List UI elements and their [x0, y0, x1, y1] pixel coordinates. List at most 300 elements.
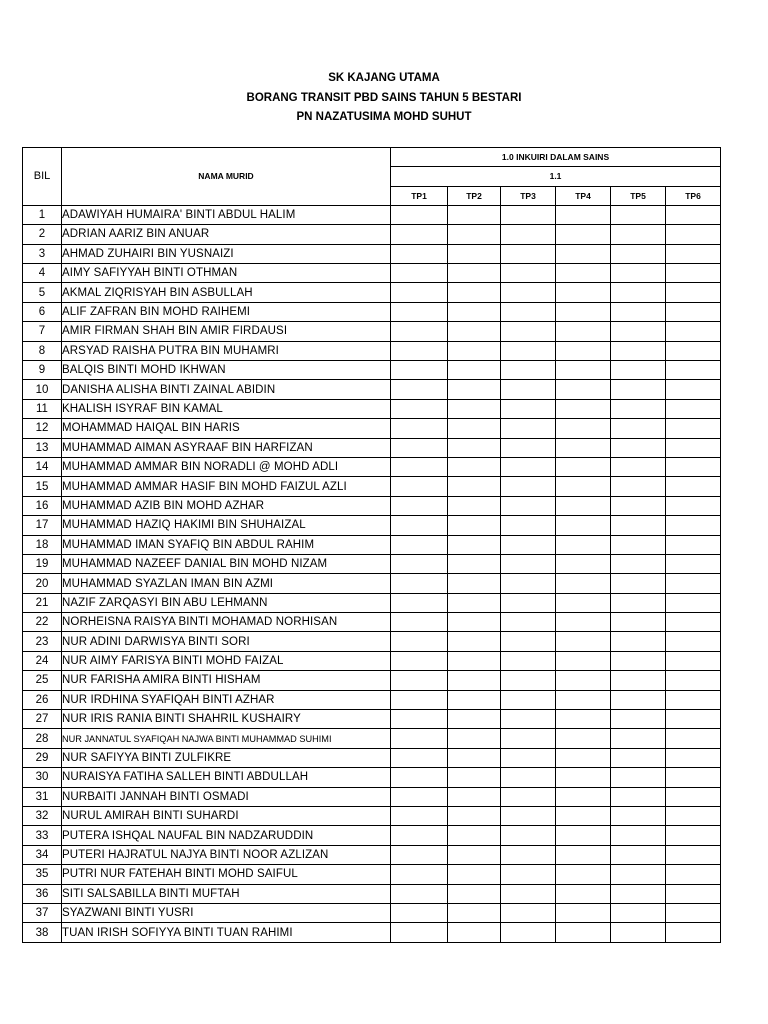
tp3-cell[interactable]	[501, 457, 556, 476]
tp3-cell[interactable]	[501, 690, 556, 709]
table-row	[23, 613, 721, 632]
tp6-cell[interactable]	[666, 477, 721, 496]
tp4-cell[interactable]	[556, 710, 611, 729]
tp2-cell[interactable]	[448, 399, 501, 418]
tp1-cell[interactable]	[391, 884, 448, 903]
tp2-cell[interactable]	[448, 671, 501, 690]
tp5-cell[interactable]	[611, 613, 666, 632]
tp2-cell[interactable]	[448, 748, 501, 767]
tp2-cell[interactable]	[448, 535, 501, 554]
column-header-tp4: TP4	[556, 186, 611, 205]
tp6-cell[interactable]	[666, 923, 721, 942]
tp4-cell[interactable]	[556, 884, 611, 903]
tp4-cell[interactable]	[556, 244, 611, 263]
tp6-cell[interactable]	[666, 768, 721, 787]
tp2-cell[interactable]	[448, 923, 501, 942]
tp5-cell[interactable]	[611, 826, 666, 845]
tp1-cell[interactable]	[391, 710, 448, 729]
tp6-cell[interactable]	[666, 457, 721, 476]
tp4-cell[interactable]	[556, 457, 611, 476]
tp6-cell[interactable]	[666, 554, 721, 573]
tp1-cell[interactable]	[391, 341, 448, 360]
row-number: 33	[23, 826, 62, 845]
tp3-cell[interactable]	[501, 884, 556, 903]
tp1-cell[interactable]	[391, 923, 448, 942]
row-number: 21	[23, 593, 62, 612]
tp2-cell[interactable]	[448, 341, 501, 360]
tp1-cell[interactable]	[391, 768, 448, 787]
tp5-cell[interactable]	[611, 748, 666, 767]
tp5-cell[interactable]	[611, 651, 666, 670]
tp4-cell[interactable]	[556, 205, 611, 224]
tp2-cell[interactable]	[448, 419, 501, 438]
tp5-cell[interactable]	[611, 632, 666, 651]
tp6-cell[interactable]	[666, 671, 721, 690]
student-name: MUHAMMAD SYAZLAN IMAN BIN AZMI	[62, 574, 391, 593]
tp4-cell[interactable]	[556, 438, 611, 457]
tp6-cell[interactable]	[666, 826, 721, 845]
tp2-cell[interactable]	[448, 787, 501, 806]
tp1-cell[interactable]	[391, 516, 448, 535]
tp6-cell[interactable]	[666, 438, 721, 457]
tp2-cell[interactable]	[448, 690, 501, 709]
tp4-cell[interactable]	[556, 574, 611, 593]
tp1-cell[interactable]	[391, 671, 448, 690]
tp2-cell[interactable]	[448, 574, 501, 593]
tp1-cell[interactable]	[391, 496, 448, 515]
tp2-cell[interactable]	[448, 457, 501, 476]
tp6-cell[interactable]	[666, 496, 721, 515]
row-number: 14	[23, 457, 62, 476]
tp3-cell[interactable]	[501, 361, 556, 380]
tp2-cell[interactable]	[448, 613, 501, 632]
tp1-cell[interactable]	[391, 302, 448, 321]
student-name: AIMY SAFIYYAH BINTI OTHMAN	[62, 264, 391, 283]
table-row	[23, 399, 721, 418]
tp1-cell[interactable]	[391, 807, 448, 826]
tp5-cell[interactable]	[611, 729, 666, 748]
tp5-cell[interactable]	[611, 457, 666, 476]
tp2-cell[interactable]	[448, 361, 501, 380]
tp4-cell[interactable]	[556, 399, 611, 418]
tp6-cell[interactable]	[666, 613, 721, 632]
tp4-cell[interactable]	[556, 729, 611, 748]
tp1-cell[interactable]	[391, 651, 448, 670]
tp1-cell[interactable]	[391, 632, 448, 651]
tp3-cell[interactable]	[501, 710, 556, 729]
table-row	[23, 535, 721, 554]
tp2-cell[interactable]	[448, 593, 501, 612]
tp1-cell[interactable]	[391, 380, 448, 399]
tp2-cell[interactable]	[448, 884, 501, 903]
tp5-cell[interactable]	[611, 807, 666, 826]
tp2-cell[interactable]	[448, 554, 501, 573]
tp1-cell[interactable]	[391, 457, 448, 476]
tp1-cell[interactable]	[391, 748, 448, 767]
tp6-cell[interactable]	[666, 903, 721, 922]
tp2-cell[interactable]	[448, 244, 501, 263]
tp4-cell[interactable]	[556, 748, 611, 767]
tp2-cell[interactable]	[448, 826, 501, 845]
tp4-cell[interactable]	[556, 554, 611, 573]
tp4-cell[interactable]	[556, 302, 611, 321]
tp3-cell[interactable]	[501, 419, 556, 438]
tp3-cell[interactable]	[501, 613, 556, 632]
row-number: 11	[23, 399, 62, 418]
tp6-cell[interactable]	[666, 302, 721, 321]
tp5-cell[interactable]	[611, 690, 666, 709]
tp4-cell[interactable]	[556, 903, 611, 922]
tp3-cell[interactable]	[501, 399, 556, 418]
tp4-cell[interactable]	[556, 632, 611, 651]
table-row	[23, 903, 721, 922]
row-number: 25	[23, 671, 62, 690]
tp1-cell[interactable]	[391, 477, 448, 496]
tp3-cell[interactable]	[501, 264, 556, 283]
tp1-cell[interactable]	[391, 613, 448, 632]
tp5-cell[interactable]	[611, 865, 666, 884]
tp3-cell[interactable]	[501, 574, 556, 593]
student-name: ADRIAN AARIZ BIN ANUAR	[62, 225, 391, 244]
student-name: ALIF ZAFRAN BIN MOHD RAIHEMI	[62, 302, 391, 321]
tp3-cell[interactable]	[501, 302, 556, 321]
tp4-cell[interactable]	[556, 225, 611, 244]
table-row	[23, 845, 721, 864]
column-header-tp3: TP3	[501, 186, 556, 205]
tp1-cell[interactable]	[391, 419, 448, 438]
table-row	[23, 496, 721, 515]
tp6-cell[interactable]	[666, 341, 721, 360]
tp3-cell[interactable]	[501, 322, 556, 341]
table-row	[23, 768, 721, 787]
tp6-cell[interactable]	[666, 322, 721, 341]
student-name: MOHAMMAD HAIQAL BIN HARIS	[62, 419, 391, 438]
tp5-cell[interactable]	[611, 535, 666, 554]
tp6-cell[interactable]	[666, 729, 721, 748]
tp5-cell[interactable]	[611, 283, 666, 302]
tp4-cell[interactable]	[556, 690, 611, 709]
tp3-cell[interactable]	[501, 516, 556, 535]
tp2-cell[interactable]	[448, 845, 501, 864]
tp3-cell[interactable]	[501, 651, 556, 670]
table-row	[23, 651, 721, 670]
tp6-cell[interactable]	[666, 574, 721, 593]
row-number: 1	[23, 205, 62, 224]
tp3-cell[interactable]	[501, 671, 556, 690]
student-name: TUAN IRISH SOFIYYA BINTI TUAN RAHIMI	[62, 923, 391, 942]
tp6-cell[interactable]	[666, 787, 721, 806]
tp5-cell[interactable]	[611, 593, 666, 612]
tp2-cell[interactable]	[448, 225, 501, 244]
row-number: 7	[23, 322, 62, 341]
row-number: 5	[23, 283, 62, 302]
tp6-cell[interactable]	[666, 516, 721, 535]
tp2-cell[interactable]	[448, 205, 501, 224]
tp2-cell[interactable]	[448, 496, 501, 515]
tp1-cell[interactable]	[391, 574, 448, 593]
row-number: 28	[23, 729, 62, 748]
tp5-cell[interactable]	[611, 710, 666, 729]
tp1-cell[interactable]	[391, 264, 448, 283]
tp5-cell[interactable]	[611, 438, 666, 457]
tp3-cell[interactable]	[501, 787, 556, 806]
table-row	[23, 361, 721, 380]
tp3-cell[interactable]	[501, 807, 556, 826]
table-row	[23, 729, 721, 748]
row-number: 23	[23, 632, 62, 651]
table-row	[23, 516, 721, 535]
tp3-cell[interactable]	[501, 341, 556, 360]
tp6-cell[interactable]	[666, 651, 721, 670]
tp2-cell[interactable]	[448, 651, 501, 670]
tp5-cell[interactable]	[611, 477, 666, 496]
tp5-cell[interactable]	[611, 923, 666, 942]
table-row	[23, 574, 721, 593]
tp6-cell[interactable]	[666, 884, 721, 903]
tp5-cell[interactable]	[611, 380, 666, 399]
tp3-cell[interactable]	[501, 923, 556, 942]
document-header	[0, 69, 768, 128]
tp4-cell[interactable]	[556, 787, 611, 806]
tp5-cell[interactable]	[611, 225, 666, 244]
tp4-cell[interactable]	[556, 380, 611, 399]
tp1-cell[interactable]	[391, 283, 448, 302]
tp4-cell[interactable]	[556, 264, 611, 283]
tp5-cell[interactable]	[611, 903, 666, 922]
tp6-cell[interactable]	[666, 399, 721, 418]
tp6-cell[interactable]	[666, 535, 721, 554]
tp1-cell[interactable]	[391, 225, 448, 244]
tp1-cell[interactable]	[391, 593, 448, 612]
tp5-cell[interactable]	[611, 845, 666, 864]
tp3-cell[interactable]	[501, 632, 556, 651]
tp2-cell[interactable]	[448, 322, 501, 341]
tp1-cell[interactable]	[391, 554, 448, 573]
student-name: AMIR FIRMAN SHAH BIN AMIR FIRDAUSI	[62, 322, 391, 341]
tp3-cell[interactable]	[501, 535, 556, 554]
tp4-cell[interactable]	[556, 593, 611, 612]
tp6-cell[interactable]	[666, 748, 721, 767]
tp4-cell[interactable]	[556, 477, 611, 496]
tp6-cell[interactable]	[666, 593, 721, 612]
tp1-cell[interactable]	[391, 438, 448, 457]
table-row	[23, 923, 721, 942]
row-number: 29	[23, 748, 62, 767]
tp3-cell[interactable]	[501, 554, 556, 573]
tp6-cell[interactable]	[666, 807, 721, 826]
tp2-cell[interactable]	[448, 768, 501, 787]
tp1-cell[interactable]	[391, 205, 448, 224]
tp5-cell[interactable]	[611, 322, 666, 341]
tp6-cell[interactable]	[666, 690, 721, 709]
tp3-cell[interactable]	[501, 845, 556, 864]
table-row	[23, 632, 721, 651]
tp6-cell[interactable]	[666, 361, 721, 380]
tp2-cell[interactable]	[448, 438, 501, 457]
tp5-cell[interactable]	[611, 399, 666, 418]
tp1-cell[interactable]	[391, 361, 448, 380]
tp4-cell[interactable]	[556, 322, 611, 341]
tp3-cell[interactable]	[501, 826, 556, 845]
tp4-cell[interactable]	[556, 496, 611, 515]
tp3-cell[interactable]	[501, 748, 556, 767]
tp4-cell[interactable]	[556, 826, 611, 845]
row-number: 34	[23, 845, 62, 864]
tp5-cell[interactable]	[611, 574, 666, 593]
tp1-cell[interactable]	[391, 729, 448, 748]
tp4-cell[interactable]	[556, 845, 611, 864]
student-name: NUR ADINI DARWISYA BINTI SORI	[62, 632, 391, 651]
table-row	[23, 244, 721, 263]
tp6-cell[interactable]	[666, 225, 721, 244]
tp3-cell[interactable]	[501, 244, 556, 263]
tp1-cell[interactable]	[391, 244, 448, 263]
tp1-cell[interactable]	[391, 865, 448, 884]
tp4-cell[interactable]	[556, 361, 611, 380]
tp2-cell[interactable]	[448, 264, 501, 283]
tp5-cell[interactable]	[611, 244, 666, 263]
row-number: 24	[23, 651, 62, 670]
tp5-cell[interactable]	[611, 496, 666, 515]
table-row	[23, 457, 721, 476]
tp3-cell[interactable]	[501, 729, 556, 748]
tp2-cell[interactable]	[448, 283, 501, 302]
row-number: 10	[23, 380, 62, 399]
tp4-cell[interactable]	[556, 807, 611, 826]
tp6-cell[interactable]	[666, 845, 721, 864]
tp5-cell[interactable]	[611, 884, 666, 903]
tp6-cell[interactable]	[666, 865, 721, 884]
tp3-cell[interactable]	[501, 496, 556, 515]
tp4-cell[interactable]	[556, 865, 611, 884]
student-name: SITI SALSABILLA BINTI MUFTAH	[62, 884, 391, 903]
tp5-cell[interactable]	[611, 264, 666, 283]
tp6-cell[interactable]	[666, 419, 721, 438]
tp3-cell[interactable]	[501, 438, 556, 457]
student-name: NAZIF ZARQASYI BIN ABU LEHMANN	[62, 593, 391, 612]
tp6-cell[interactable]	[666, 710, 721, 729]
tp5-cell[interactable]	[611, 516, 666, 535]
tp3-cell[interactable]	[501, 283, 556, 302]
tp6-cell[interactable]	[666, 632, 721, 651]
tp4-cell[interactable]	[556, 768, 611, 787]
student-name: NUR SAFIYYA BINTI ZULFIKRE	[62, 748, 391, 767]
student-assessment-table	[22, 147, 721, 943]
tp1-cell[interactable]	[391, 535, 448, 554]
student-name: DANISHA ALISHA BINTI ZAINAL ABIDIN	[62, 380, 391, 399]
tp5-cell[interactable]	[611, 768, 666, 787]
tp1-cell[interactable]	[391, 690, 448, 709]
tp6-cell[interactable]	[666, 283, 721, 302]
tp5-cell[interactable]	[611, 787, 666, 806]
tp1-cell[interactable]	[391, 826, 448, 845]
tp3-cell[interactable]	[501, 593, 556, 612]
row-number: 17	[23, 516, 62, 535]
tp4-cell[interactable]	[556, 516, 611, 535]
tp1-cell[interactable]	[391, 322, 448, 341]
tp2-cell[interactable]	[448, 632, 501, 651]
tp1-cell[interactable]	[391, 399, 448, 418]
student-name: NURBAITI JANNAH BINTI OSMADI	[62, 787, 391, 806]
tp2-cell[interactable]	[448, 865, 501, 884]
tp2-cell[interactable]	[448, 807, 501, 826]
tp3-cell[interactable]	[501, 865, 556, 884]
tp4-cell[interactable]	[556, 535, 611, 554]
tp1-cell[interactable]	[391, 787, 448, 806]
row-number: 19	[23, 554, 62, 573]
tp1-cell[interactable]	[391, 903, 448, 922]
student-name: MUHAMMAD IMAN SYAFIQ BIN ABDUL RAHIM	[62, 535, 391, 554]
tp3-cell[interactable]	[501, 380, 556, 399]
school-name: SK KAJANG UTAMA	[328, 72, 440, 84]
tp3-cell[interactable]	[501, 225, 556, 244]
tp2-cell[interactable]	[448, 710, 501, 729]
table-row	[23, 477, 721, 496]
tp3-cell[interactable]	[501, 205, 556, 224]
tp5-cell[interactable]	[611, 554, 666, 573]
table-row	[23, 826, 721, 845]
tp5-cell[interactable]	[611, 302, 666, 321]
tp3-cell[interactable]	[501, 903, 556, 922]
tp5-cell[interactable]	[611, 341, 666, 360]
tp4-cell[interactable]	[556, 923, 611, 942]
tp3-cell[interactable]	[501, 768, 556, 787]
tp6-cell[interactable]	[666, 244, 721, 263]
tp6-cell[interactable]	[666, 205, 721, 224]
tp1-cell[interactable]	[391, 845, 448, 864]
tp5-cell[interactable]	[611, 671, 666, 690]
row-number: 18	[23, 535, 62, 554]
tp4-cell[interactable]	[556, 651, 611, 670]
student-name: NUR JANNATUL SYAFIQAH NAJWA BINTI MUHAMMAD SUHIMI	[62, 729, 391, 748]
tp4-cell[interactable]	[556, 341, 611, 360]
tp4-cell[interactable]	[556, 419, 611, 438]
tp3-cell[interactable]	[501, 477, 556, 496]
table-row	[23, 807, 721, 826]
table-row	[23, 419, 721, 438]
tp4-cell[interactable]	[556, 613, 611, 632]
row-number: 2	[23, 225, 62, 244]
tp2-cell[interactable]	[448, 729, 501, 748]
column-header-name: NAMA MURID	[62, 148, 391, 206]
column-header-tp6: TP6	[666, 186, 721, 205]
tp5-cell[interactable]	[611, 419, 666, 438]
form-title: BORANG TRANSIT PBD SAINS TAHUN 5 BESTARI	[246, 91, 522, 104]
tp5-cell[interactable]	[611, 361, 666, 380]
tp6-cell[interactable]	[666, 264, 721, 283]
table-row	[23, 671, 721, 690]
row-number: 27	[23, 710, 62, 729]
tp2-cell[interactable]	[448, 302, 501, 321]
row-number: 36	[23, 884, 62, 903]
tp2-cell[interactable]	[448, 516, 501, 535]
student-name: NURAISYA FATIHA SALLEH BINTI ABDULLAH	[62, 768, 391, 787]
table-row	[23, 884, 721, 903]
tp6-cell[interactable]	[666, 380, 721, 399]
tp2-cell[interactable]	[448, 477, 501, 496]
tp5-cell[interactable]	[611, 205, 666, 224]
tp2-cell[interactable]	[448, 903, 501, 922]
tp2-cell[interactable]	[448, 380, 501, 399]
tp4-cell[interactable]	[556, 671, 611, 690]
tp4-cell[interactable]	[556, 283, 611, 302]
row-number: 13	[23, 438, 62, 457]
student-name: MUHAMMAD AMMAR BIN NORADLI @ MOHD ADLI	[62, 457, 391, 476]
column-header-tp1: TP1	[391, 186, 448, 205]
row-number: 37	[23, 903, 62, 922]
table-row	[23, 554, 721, 573]
student-name: MUHAMMAD AZIB BIN MOHD AZHAR	[62, 496, 391, 515]
